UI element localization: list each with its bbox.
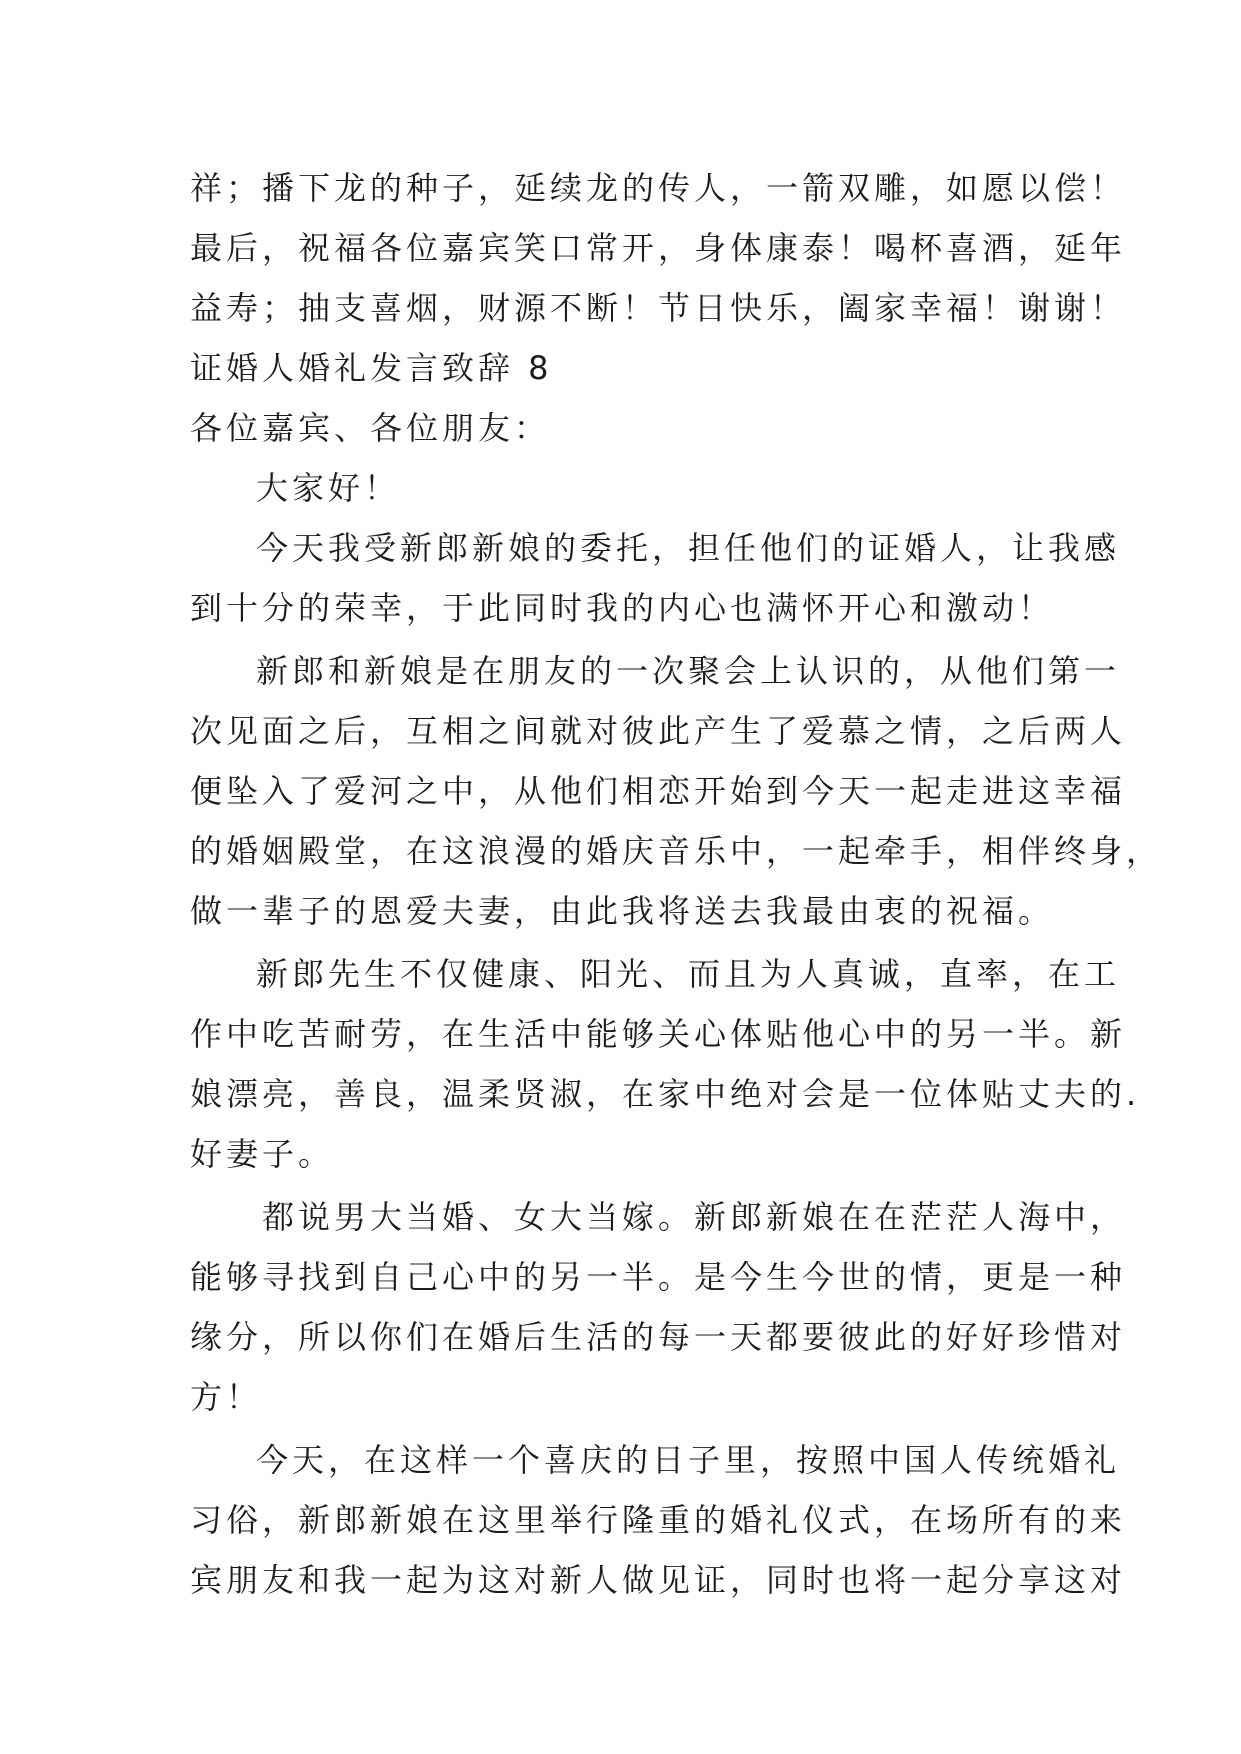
text-line: 方！ <box>190 1378 263 1416</box>
text-line: 次见面之后，互相之间就对彼此产生了爱慕之情，之后两人 <box>190 712 1127 750</box>
text-line: 最后，祝福各位嘉宾笑口常开，身体康泰！喝杯喜酒，延年 <box>190 229 1127 267</box>
text-line: 习俗，新郎新娘在这里举行隆重的婚礼仪式，在场所有的来 <box>190 1501 1127 1539</box>
text-line: 好妻子。 <box>190 1135 335 1173</box>
greeting: 大家好！ <box>256 469 401 507</box>
text-line: 宾朋友和我一起为这对新人做见证，同时也将一起分享这对 <box>190 1561 1127 1599</box>
text-line: 都说男大当婚、女大当嫁。新郎新娘在在茫茫人海中， <box>262 1198 1127 1236</box>
text-line: 便坠入了爱河之中，从他们相恋开始到今天一起走进这幸福 <box>190 772 1127 810</box>
paragraph <box>190 641 1163 941</box>
paragraph <box>190 1187 1127 1427</box>
text-line: 缘分，所以你们在婚后生活的每一天都要彼此的好好珍惜对 <box>190 1318 1127 1356</box>
text-line: 的婚姻殿堂，在这浪漫的婚庆音乐中，一起牵手，相伴终身， <box>190 832 1163 870</box>
document-body <box>190 158 1163 1610</box>
text-line: 新郎和新娘是在朋友的一次聚会上认识的，从他们第一 <box>256 652 1121 690</box>
paragraph <box>190 518 1121 638</box>
text-line: 新郎先生不仅健康、阳光、而且为人真诚，直率，在工 <box>256 955 1121 993</box>
text-line: 到十分的荣幸，于此同时我的内心也满怀开心和激动！ <box>190 589 1055 627</box>
paragraph <box>190 944 1141 1184</box>
text-line: 益寿；抽支喜烟，财源不断！节日快乐，阖家幸福！谢谢！ <box>190 289 1127 327</box>
text-line: 今天，在这样一个喜庆的日子里，按照中国人传统婚礼 <box>256 1441 1121 1479</box>
text-line: 作中吃苦耐劳，在生活中能够关心体贴他心中的另一半。新 <box>190 1015 1127 1053</box>
section-title: 证婚人婚礼发言致辞 8 <box>190 349 553 387</box>
text-line: 娘漂亮，善良，温柔贤淑，在家中绝对会是一位体贴丈夫的. <box>190 1075 1141 1113</box>
text-line: 能够寻找到自己心中的另一半。是今生今世的情，更是一种 <box>190 1258 1127 1296</box>
salutation: 各位嘉宾、各位朋友： <box>190 409 551 447</box>
paragraph <box>190 1430 1127 1610</box>
previous-section-tail <box>190 158 1127 338</box>
text-line: 祥；播下龙的种子，延续龙的传人，一箭双雕，如愿以偿！ <box>190 169 1127 207</box>
text-line: 做一辈子的恩爱夫妻，由此我将送去我最由衷的祝福。 <box>190 892 1055 930</box>
text-line: 今天我受新郎新娘的委托，担任他们的证婚人，让我感 <box>256 529 1121 567</box>
